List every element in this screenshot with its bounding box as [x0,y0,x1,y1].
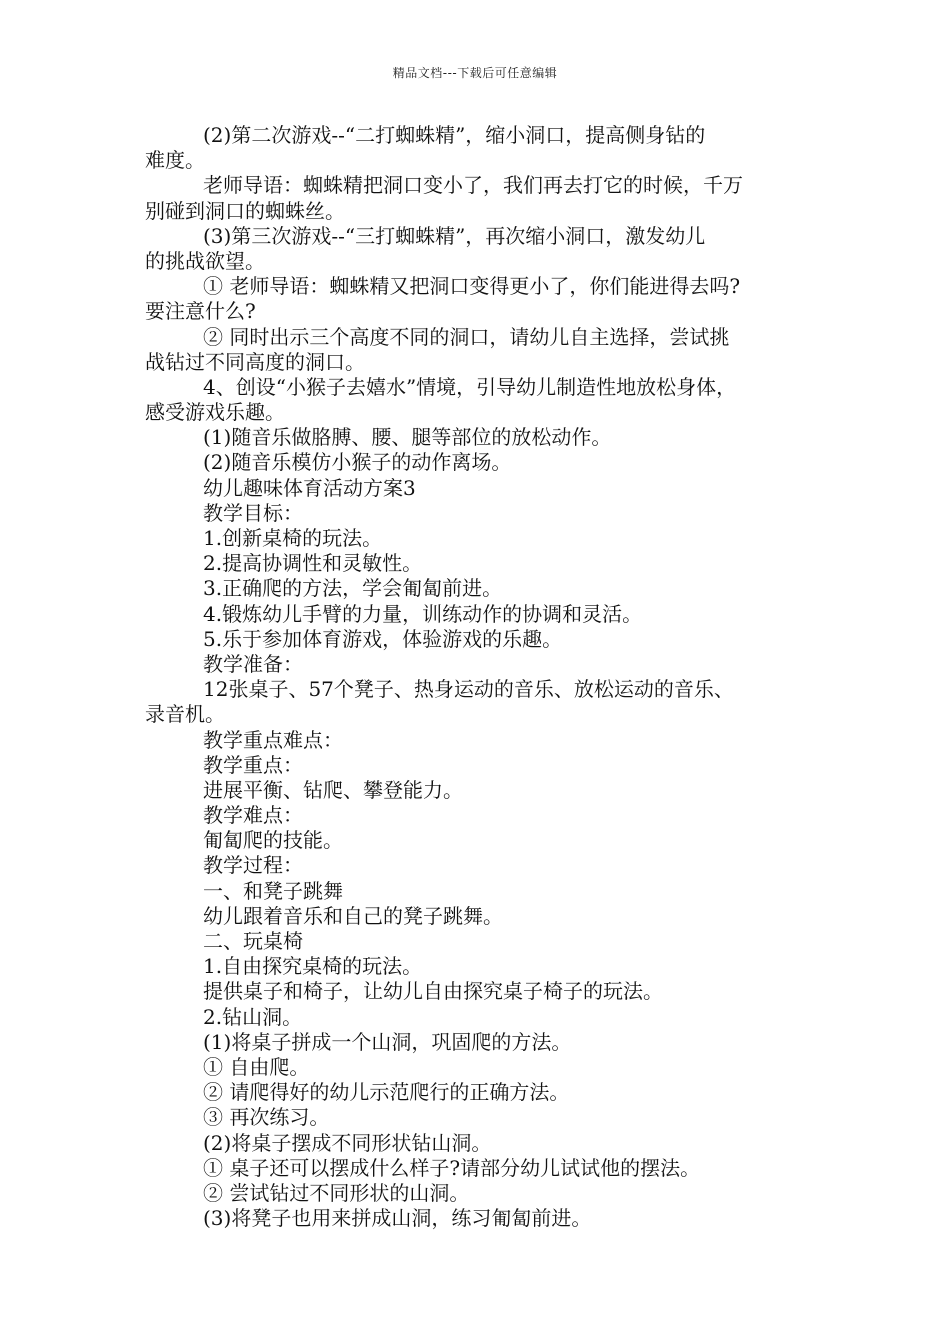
text-line: 难度。 [145,148,205,173]
text-line: 2.钻山洞。 [203,1004,303,1029]
text-line: 匍匐爬的技能。 [203,828,343,853]
text-line: 老师导语：蜘蛛精把洞口变小了，我们再去打它的时候，千万 [203,173,743,198]
text-line: 感受游戏乐趣。 [145,400,285,425]
text-line: ② 请爬得好的幼儿示范爬行的正确方法。 [203,1080,570,1105]
text-line: 4.锻炼幼儿手臂的力量，训练动作的协调和灵活。 [203,601,643,626]
page-header: 精品文档---下载后可任意编辑 [392,66,558,80]
text-line: ① 桌子还可以摆成什么样子?请部分幼儿试试他的摆法。 [203,1155,701,1180]
text-line: (2)将桌子摆成不同形状钻山洞。 [203,1130,492,1155]
text-line: 要注意什么? [145,299,256,324]
text-line: 进展平衡、钻爬、攀登能力。 [203,777,463,802]
text-line: 幼儿跟着音乐和自己的凳子跳舞。 [203,903,503,928]
document-body [145,123,810,1231]
text-line: 教学过程： [203,853,303,878]
text-line: (3)第三次游戏--“三打蜘蛛精”，再次缩小洞口，激发幼儿 [203,223,706,248]
text-line: 录音机。 [145,702,225,727]
text-line: 4、创设“小猴子去嬉水”情境，引导幼儿制造性地放松身体， [203,374,737,399]
text-line: ③ 再次练习。 [203,1105,330,1130]
text-line: (2)随音乐模仿小猴子的动作离场。 [203,450,512,475]
text-line: ② 尝试钻过不同形状的山洞。 [203,1180,470,1205]
text-line: (1)随音乐做胳膊、腰、腿等部位的放松动作。 [203,425,612,450]
text-line: 3.正确爬的方法，学会匍匐前进。 [203,576,503,601]
text-line: 提供桌子和椅子，让幼儿自由探究桌子椅子的玩法。 [203,979,663,1004]
text-line: 教学重点： [203,752,303,777]
text-line: 12张桌子、57个凳子、热身运动的音乐、放松运动的音乐、 [203,677,734,702]
text-line: 教学重点难点： [203,727,343,752]
text-line: 5.乐于参加体育游戏，体验游戏的乐趣。 [203,626,563,651]
text-line: 幼儿趣味体育活动方案3 [203,475,416,500]
text-line: 1.自由探究桌椅的玩法。 [203,954,423,979]
text-line: 教学目标： [203,500,303,525]
text-line: ① 老师导语：蜘蛛精又把洞口变得更小了，你们能进得去吗? [203,274,741,299]
text-line: 二、玩桌椅 [203,929,303,953]
text-line: 一、和凳子跳舞 [203,878,343,903]
text-line: 别碰到洞口的蜘蛛丝。 [145,198,345,223]
text-line: 2.提高协调性和灵敏性。 [203,551,423,576]
text-line: 教学准备： [203,651,303,676]
text-line: ① 自由爬。 [203,1054,310,1079]
text-line: 1.创新桌椅的玩法。 [203,526,383,550]
text-line: (3)将凳子也用来拼成山洞，练习匍匐前进。 [203,1206,592,1231]
text-line: 的挑战欲望。 [145,248,265,273]
text-line: ② 同时出示三个高度不同的洞口，请幼儿自主选择，尝试挑 [203,324,730,349]
text-line: (2)第二次游戏--“二打蜘蛛精”，缩小洞口，提高侧身钻的 [203,123,706,147]
text-line: 战钻过不同高度的洞口。 [145,349,365,374]
text-line: (1)将桌子拼成一个山洞，巩固爬的方法。 [203,1029,572,1054]
text-line: 教学难点： [203,803,303,828]
